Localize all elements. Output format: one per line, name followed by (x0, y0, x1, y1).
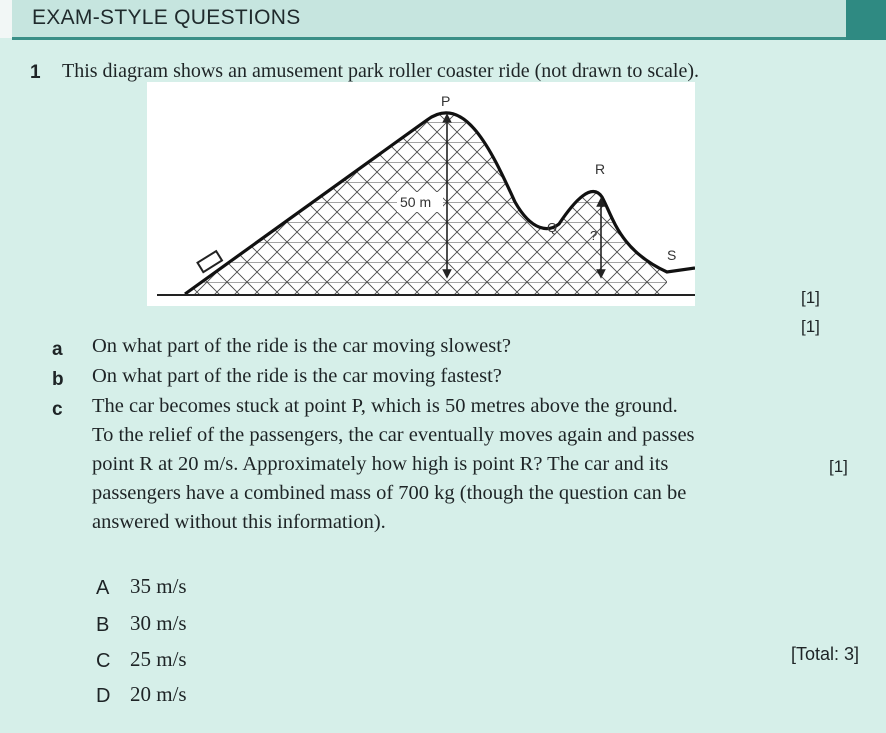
part-b-mark: [1] (801, 317, 820, 336)
section-title: EXAM-STYLE QUESTIONS (32, 6, 301, 29)
option-a-letter: A (96, 577, 110, 599)
option-b-letter: B (96, 614, 110, 636)
label-s: S (667, 247, 677, 263)
part-a-text: On what part of the ride is the car moving slowest? (92, 335, 511, 357)
header-banner (0, 0, 886, 38)
option-c-letter: C (96, 650, 111, 672)
label-height: 50 m (400, 194, 432, 210)
label-r: R (595, 161, 606, 177)
part-c-line-3: point R at 20 m/s. Approximately how high is point R? The car and its (92, 453, 669, 475)
part-a-mark: [1] (801, 288, 820, 307)
part-b-letter: b (52, 369, 64, 390)
roller-coaster-figure (147, 82, 695, 306)
part-c-line-4: passengers have a combined mass of 700 kg (though the question can be (92, 482, 687, 504)
total-marks: [Total: 3] (791, 644, 860, 664)
part-a-letter: a (52, 339, 63, 360)
option-a-text: 35 m/s (130, 574, 187, 598)
corner-band (846, 0, 886, 40)
option-d-letter: D (96, 685, 111, 707)
question-number: 1 (30, 62, 41, 83)
label-unknown-height: ? (590, 228, 598, 243)
question-stem: This diagram shows an amusement park roller coaster ride (not drawn to scale). (62, 60, 700, 82)
part-c-line-2: To the relief of the passengers, the car eventually moves again and passes (92, 424, 695, 446)
option-c-text: 25 m/s (130, 647, 187, 671)
option-b-text: 30 m/s (130, 611, 187, 635)
roller-coaster-diagram (147, 82, 695, 306)
part-b-text: On what part of the ride is the car moving fastest? (92, 365, 502, 387)
part-c-letter: c (52, 399, 63, 420)
label-p: P (441, 93, 451, 109)
option-d-text: 20 m/s (130, 682, 187, 706)
part-c-line-5: answered without this information). (92, 511, 386, 533)
part-c-mark: [1] (829, 457, 848, 476)
label-q: Q (547, 220, 558, 235)
part-c-line-1: The car becomes stuck at point P, which is 50 metres above the ground. (92, 395, 678, 417)
